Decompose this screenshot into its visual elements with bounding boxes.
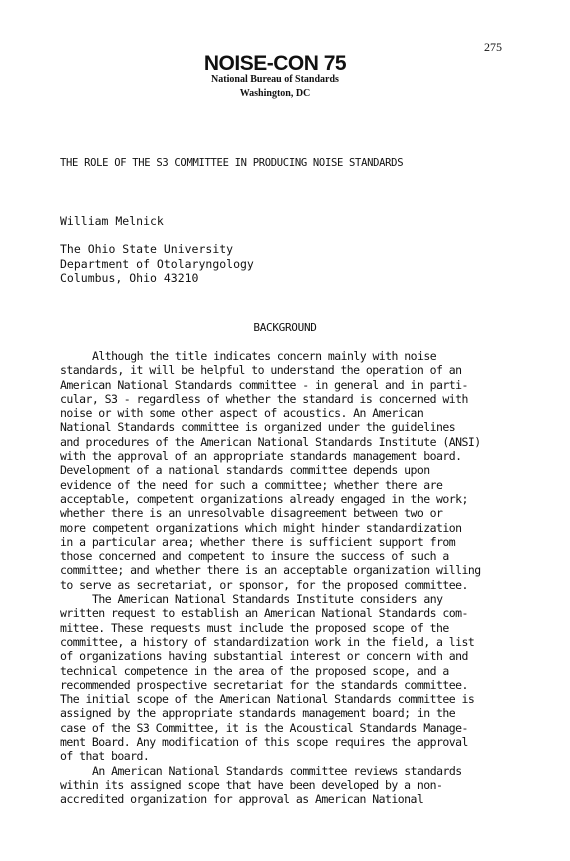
body-line: more competent organizations which might hinder standardization [60, 520, 462, 535]
body-line: committee; and whether there is an acceptable organization willing [60, 563, 481, 578]
body-line: The American National Standards Institute considers any [92, 592, 443, 607]
body-line: within its assigned scope that have been developed by a non- [60, 777, 443, 792]
body-line: accredited organization for approval as American National [60, 792, 424, 807]
affiliation-line: Columbus, Ohio 43210 [60, 271, 199, 285]
body-line: committee, a history of standardization work in the field, a list [60, 634, 475, 649]
conference-organization: National Bureau of Standards [211, 74, 339, 85]
body-line: mittee. These requests must include the proposed scope of the [60, 620, 449, 635]
body-line: of that board. [60, 749, 150, 764]
body-line: of organizations having substantial interest or concern with and [60, 649, 468, 664]
body-line: those concerned and competent to insure the success of such a [60, 549, 449, 564]
body-line: technical competence in the area of the proposed scope, and a [60, 663, 449, 678]
body-line: ment Board. Any modification of this scope requires the approval [60, 735, 468, 750]
body-line: cular, S3 - regardless of whether the standard is concerned with [60, 391, 468, 406]
body-line: An American National Standards committee reviews standards [92, 763, 462, 778]
affiliation-line: Department of Otolaryngology [60, 256, 254, 271]
body-line: to serve as secretariat, or sponsor, for the proposed committee. [60, 577, 468, 592]
body-line: Development of a national standards committee depends upon [60, 463, 430, 478]
conference-location: Washington, DC [239, 88, 311, 99]
body-line: National Standards committee is organized under the guidelines [60, 420, 456, 435]
body-line: written request to establish an American National Standards com- [60, 606, 468, 621]
body-line: The initial scope of the American National Standards committee is [60, 692, 475, 707]
body-line: recommended prospective secretariat for the standards committee. [60, 677, 468, 692]
conference-title: NOISE-CON 75 [203, 52, 347, 75]
body-line: in a particular area; whether there is sufficient support from [60, 534, 456, 549]
body-text [60, 349, 510, 807]
affiliation-line: The Ohio State University [60, 242, 234, 256]
body-line: standards, it will be helpful to understand the operation of an [60, 363, 462, 378]
author-name: William Melnick [60, 214, 164, 228]
paper-title: THE ROLE OF THE S3 COMMITTEE IN PRODUCING NOISE STANDARDS [60, 157, 404, 169]
section-heading: BACKGROUND [253, 321, 317, 334]
body-line: noise or with some other aspect of acoustics. An American [60, 406, 424, 421]
author-affiliation [60, 242, 254, 286]
body-line: acceptable, competent organizations already engaged in the work; [60, 491, 468, 506]
body-line: case of the S3 Committee, it is the Acoustical Standards Manage- [60, 720, 468, 735]
body-line: evidence of the need for such a committee; whether there are [60, 477, 443, 492]
body-line: American National Standards committee - in general and in parti- [60, 377, 468, 392]
page-number: 275 [484, 40, 502, 54]
body-line: and procedures of the American National Standards Institute (ANSI) [60, 434, 481, 449]
body-line: whether there is an unresolvable disagreement between two or [60, 506, 443, 521]
body-line: with the approval of an appropriate standards management board. [60, 449, 462, 464]
body-line: assigned by the appropriate standards management board; in the [60, 706, 456, 721]
body-line: Although the title indicates concern mainly with noise [92, 349, 437, 363]
